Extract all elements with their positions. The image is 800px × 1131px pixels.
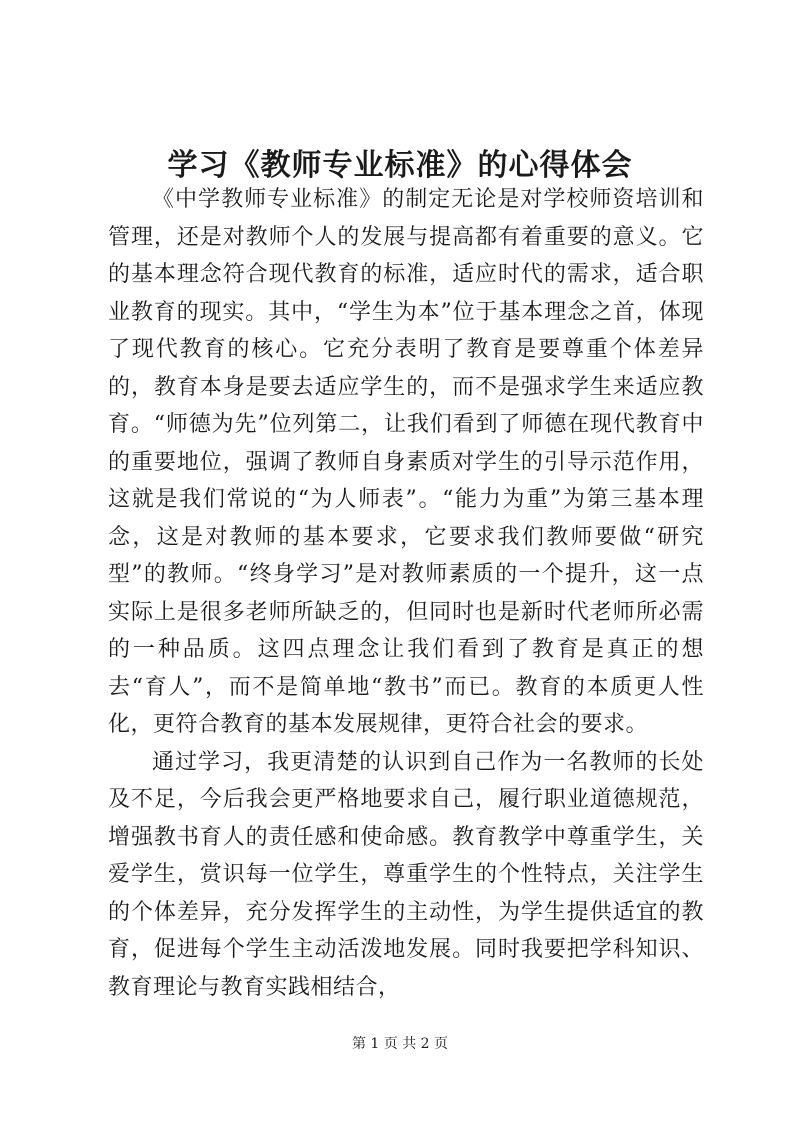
page-number-footer: 第 1 页 共 2 页 <box>351 1036 449 1052</box>
document-title: 学习《教师专业标准》的心得体会 <box>167 148 633 183</box>
paragraph: 通过学习，我更清楚的认识到自己作为一名教师的长处及不足，今后我会更严格地要求自己，履行职业道德规范，增强教书育人的责任感和使命感。教育教学中尊重学生，关爱学生，赏识每一位学生，尊重学生的个性特点，关注学生的个体差异，充分发挥学生的主动性，为学生提供适宜的教育，促进每个学生主动活泼地发展。同时我要把学科知识、教育理论与教育实践相结合， <box>108 749 704 1000</box>
document-body <box>108 181 704 1006</box>
paragraph: 《中学教师专业标准》的制定无论是对学校师资培训和管理，还是对教师个人的发展与提高都有着重要的意义。它的基本理念符合现代教育的标准，适应时代的需求，适合职业教育的现实。其中，“学生为本”位于基本理念之首，体现了现代教育的核心。它充分表明了教育是要尊重个体差异的，教育本身是要去适应学生的，而不是强求学生来适应教育。“师德为先”位列第二，让我们看到了师德在现代教育中的重要地位，强调了教师自身素质对学生的引导示范作用，这就是我们常说的“为人师表”。“能力为重”为第三基本理念，这是对教师的基本要求，它要求我们教师要做“研究型”的教师。“终身学习”是对教师素质的一个提升，这一点实际上是很多老师所缺乏的，但同时也是新时代老师所必需的一种品质。这四点理念让我们看到了教育是真正的想去“育人”，而不是简单地“教书”而已。教育的本质更人性化，更符合教育的基本发展规律，更符合社会的要求。 <box>108 187 704 737</box>
